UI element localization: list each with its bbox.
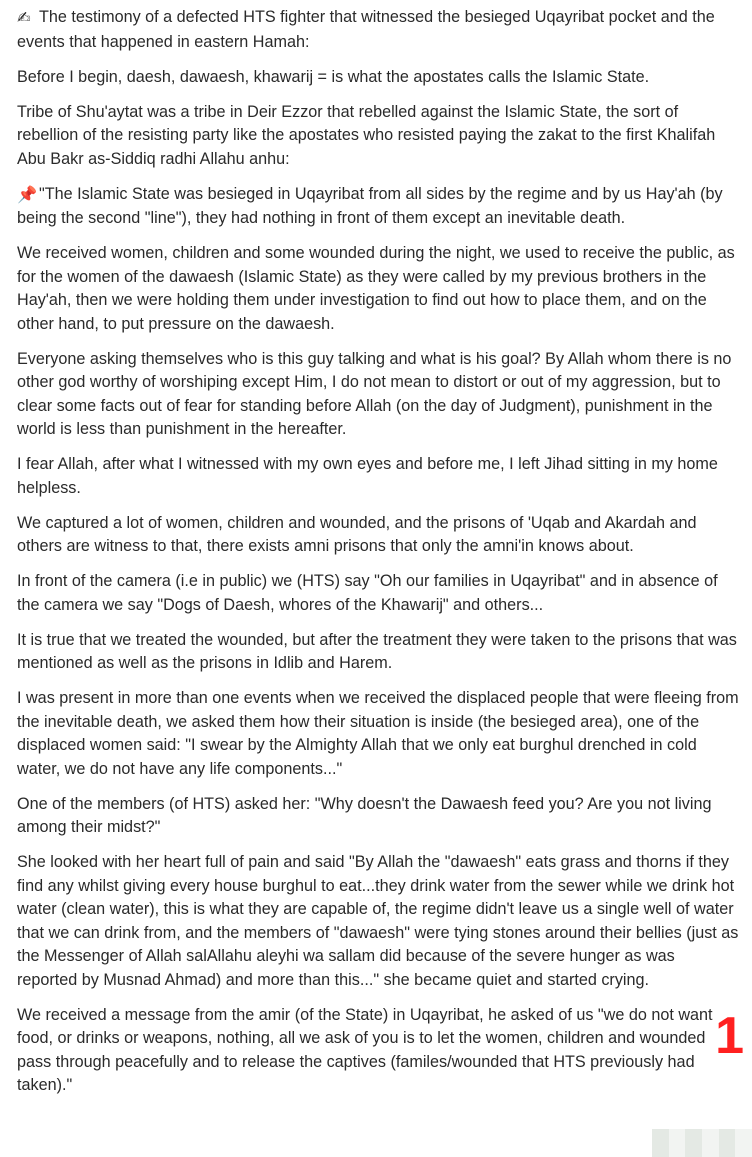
paragraph: We received women, children and some wounded during the night, we used to receive the public, as for the women of the dawaesh (Islamic State) as they were called by my previous brothers in the Hay'ah, then we were holding them under investigation to find out how to place them, and on the other hand, to put pressure on the dawaesh. <box>17 244 735 333</box>
paragraph: We captured a lot of women, children and wounded, and the prisons of 'Uqab and Akardah and others are witness to that, there exists amni prisons that only the amni'in knows about. <box>17 513 697 555</box>
paragraph: She looked with her heart full of pain and said "By Allah the "dawaesh" eats grass and thorns if they find any whilst giving every house burghul to eat...they drink water from the sewer while we drink hot water (clean water), this is what they are capable of, the regime didn't leave us a single well of water that we can drink from, and the members of "dawaesh" were tying stones around their bellies (just as the Messenger of Allah salAllahu aleyhi wa sallam did because of the severe hunger as was reported by Musnad Ahmad) and more than this..." she became quiet and started crying. <box>17 853 739 989</box>
paragraph: We received a message from the amir (of the State) in Uqayribat, he asked of us "we do not want food, or drinks or weapons, nothing, all we ask of you is to let the women, children and wounded pass through peacefully and to release the captives (familes/wounded that HTS previously had taken)." <box>17 1005 713 1094</box>
writing-hand-icon: ✍ <box>17 9 31 27</box>
paragraph: Before I begin, daesh, dawaesh, khawarij = is what the apostates calls the Islamic State. <box>17 67 650 86</box>
watermark-mosaic <box>652 1129 752 1157</box>
post-body <box>17 6 739 1109</box>
paragraph: One of the members (of HTS) asked her: "Why doesn't the Dawaesh feed you? Are you not living among their midst?" <box>17 794 712 836</box>
intro-paragraph <box>17 6 739 54</box>
quote-start-text: "The Islamic State was besieged in Uqayribat from all sides by the regime and by us Hay'ah (by being the second "line"), they had nothing in front of them except an inevitable death. <box>17 184 723 227</box>
paragraph: In front of the camera (i.e in public) we (HTS) say "Oh our families in Uqayribat" and in absence of the camera we say "Dogs of Daesh, whores of the Khawarij" and others... <box>17 572 718 614</box>
intro-text: The testimony of a defected HTS fighter that witnessed the besieged Uqayribat pocket and the events that happened in eastern Hamah: <box>17 8 715 51</box>
paragraph: Everyone asking themselves who is this guy talking and what is his goal? By Allah whom there is no other god worthy of worshiping except Him, I do not mean to distort or out of my aggression, but to clear some facts out of fear for standing before Allah (on the day of Judgment), punishment in the world is less than punishment in the hereafter. <box>17 349 732 438</box>
page-number-badge: 1 <box>715 1007 744 1065</box>
paragraph: Tribe of Shu'aytat was a tribe in Deir Ezzor that rebelled against the Islamic State, the sort of rebellion of the resisting party like the apostates who resisted paying the zakat to the first Khalifah Abu Bakr as-Siddiq radhi Allahu anhu: <box>17 102 716 168</box>
paragraph: It is true that we treated the wounded, but after the treatment they were taken to the prisons that was mentioned as well as the prisons in Idlib and Harem. <box>17 630 737 672</box>
quote-start-paragraph <box>17 183 739 231</box>
pushpin-icon: 📌 <box>17 185 38 204</box>
paragraph: I was present in more than one events when we received the displaced people that were fleeing from the inevitable death, we asked them how their situation is inside (the besieged area), one of the displaced women said: "I swear by the Almighty Allah that we only eat burghul drenched in cold water, we do not have any life components..." <box>17 689 739 778</box>
paragraph: I fear Allah, after what I witnessed with my own eyes and before me, I left Jihad sitting in my home helpless. <box>17 455 718 497</box>
